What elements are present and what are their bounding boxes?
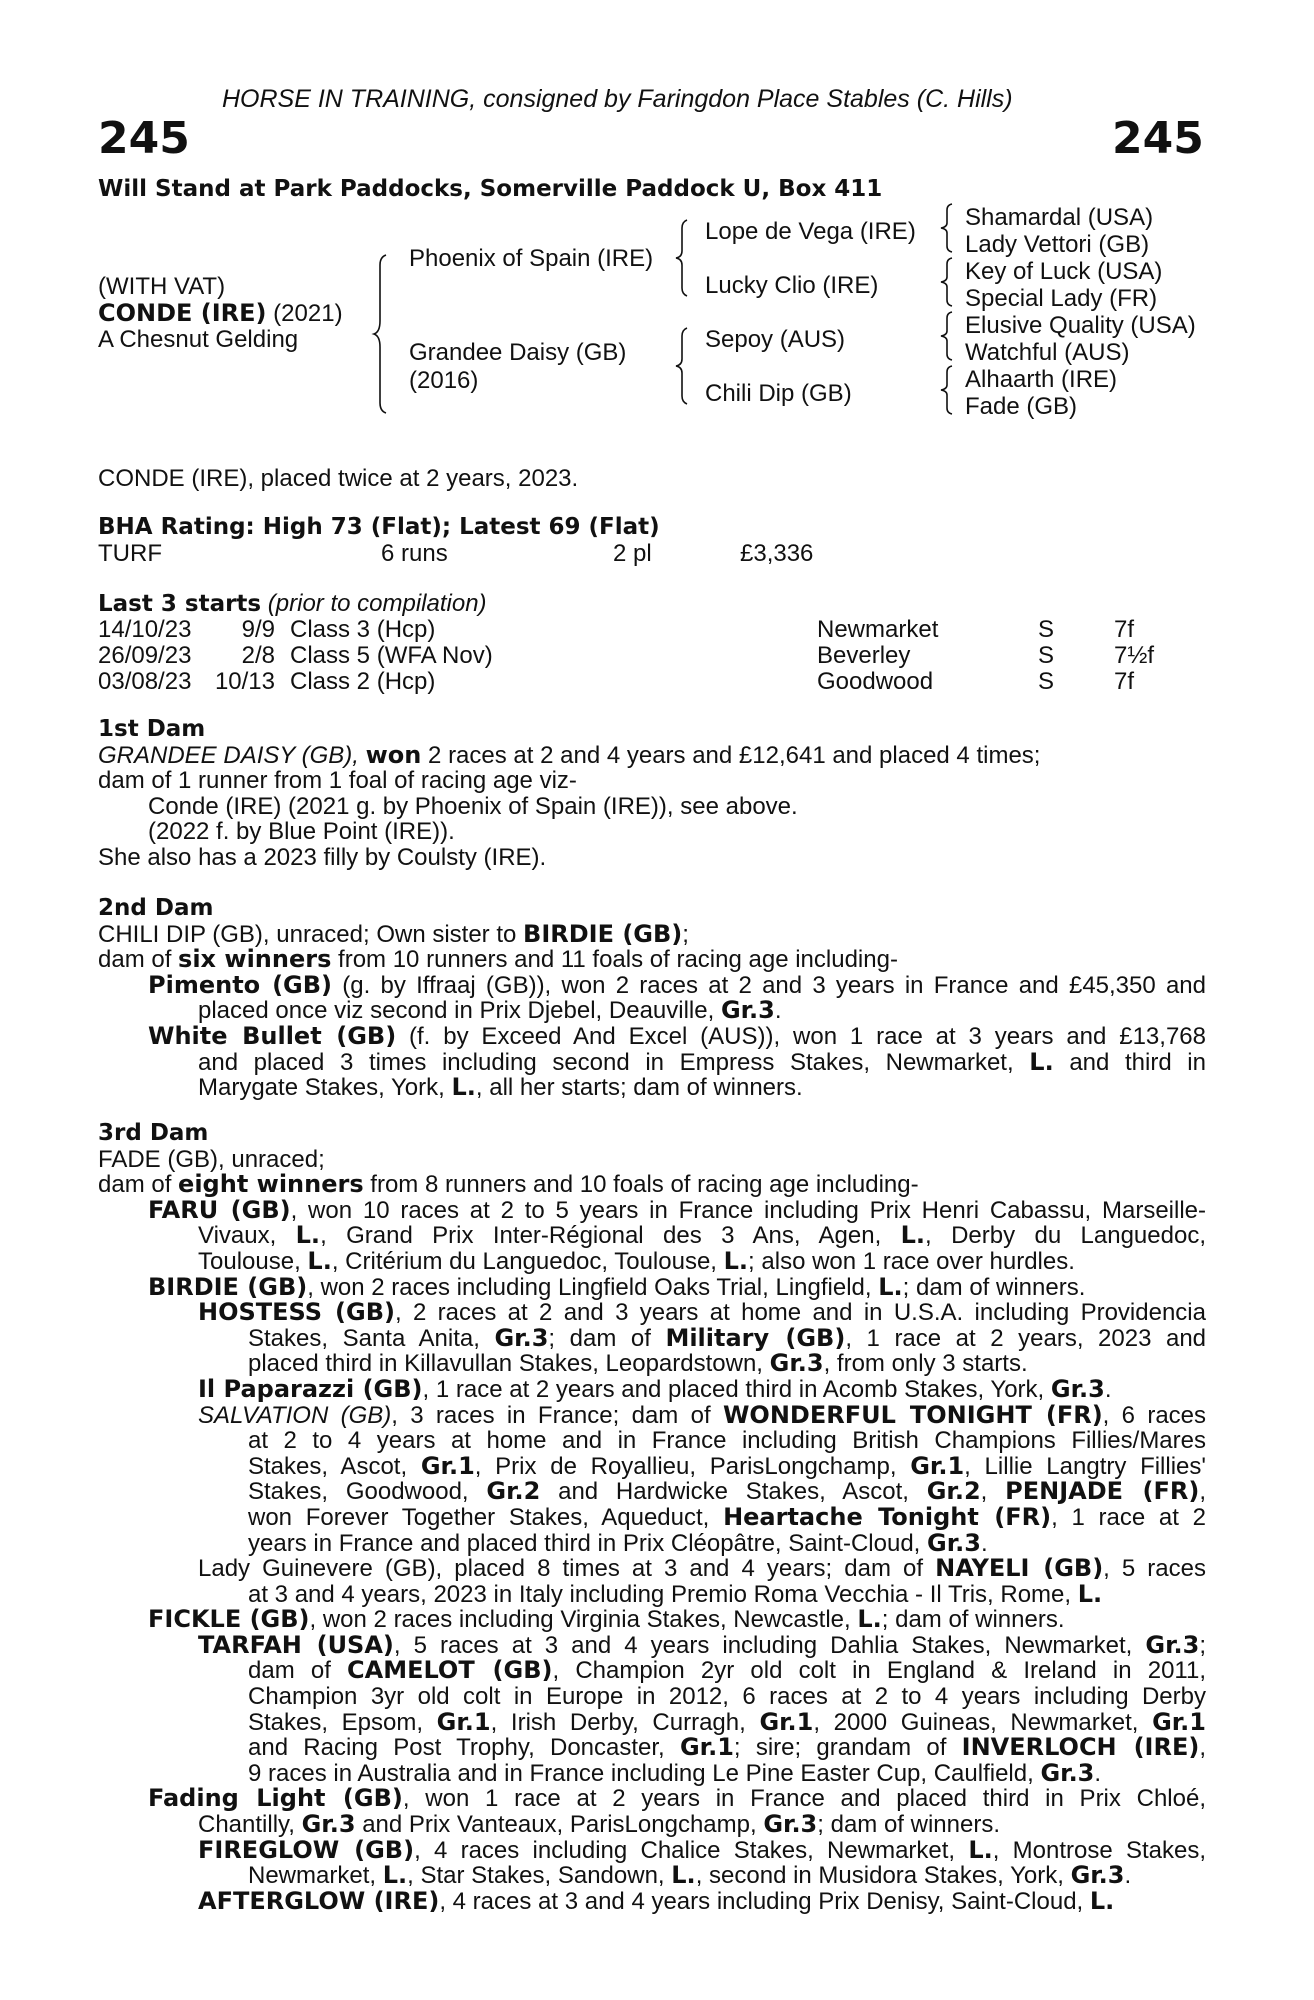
progeny-name: Fading Light (GB) bbox=[148, 1784, 403, 1813]
grade: Gr.3 bbox=[301, 1810, 356, 1839]
fireglow-line-2 bbox=[98, 1863, 1206, 1889]
faru-line-2 bbox=[98, 1223, 1206, 1249]
text: , Prix de Royallieu, ParisLongchamp, bbox=[474, 1452, 911, 1480]
catalogue-subtitle: HORSE IN TRAINING, consigned by Faringdon Place Stables (C. Hills) bbox=[222, 85, 1013, 113]
text: , 5 races bbox=[1103, 1555, 1206, 1583]
dam-name: Grandee Daisy (GB) bbox=[409, 339, 627, 366]
text: Stakes, Santa Anita, bbox=[248, 1324, 495, 1352]
text: (f. by Exceed And Excel (AUS)), won 1 race at 3 years and £13,768 bbox=[396, 1022, 1206, 1050]
second-dam-line-2 bbox=[98, 947, 1206, 973]
tarfah-line-6 bbox=[98, 1758, 1206, 1787]
listed: L. bbox=[307, 1246, 332, 1275]
dam-dam-sire: Alhaarth (IRE) bbox=[965, 366, 1118, 393]
text: , Montrose Stakes, bbox=[992, 1836, 1207, 1864]
salvation-line-4 bbox=[98, 1479, 1206, 1505]
hostess-line-1 bbox=[98, 1300, 1206, 1326]
grade: Gr.3 bbox=[927, 1528, 981, 1557]
fading-light-line-1 bbox=[98, 1786, 1206, 1812]
text: ; bbox=[682, 920, 689, 948]
text: , Irish Derby, Curragh, bbox=[490, 1708, 760, 1736]
fading-light-line-2 bbox=[98, 1812, 1206, 1838]
text: placed third in Killavullan Stakes, Leopardstown, bbox=[248, 1350, 770, 1378]
white-bullet-line-1 bbox=[48, 1021, 1206, 1050]
first-dam-line-5: She also has a 2023 filly by Coulsty (IRE). bbox=[98, 843, 547, 871]
start-distance: 7½f bbox=[1114, 642, 1155, 669]
birdie-line-1 bbox=[98, 1272, 1206, 1301]
text: , 4 races at 3 and 4 years including Prix Denisy, Saint-Cloud, bbox=[439, 1887, 1090, 1915]
grade: Gr.3 bbox=[494, 1323, 549, 1352]
start-race: Class 5 (WFA Nov) bbox=[290, 642, 493, 669]
dam-dam: Chili Dip (GB) bbox=[705, 380, 852, 407]
grade: Gr.1 bbox=[759, 1707, 814, 1736]
listed: L. bbox=[671, 1861, 696, 1890]
text: ; bbox=[1199, 1631, 1206, 1659]
grade: Gr.1 bbox=[436, 1707, 491, 1736]
listed: L. bbox=[1029, 1047, 1054, 1076]
listed: L. bbox=[878, 1272, 903, 1301]
text: dam of bbox=[248, 1657, 348, 1685]
stabling-location: Will Stand at Park Paddocks, Somerville Paddock U, Box 411 bbox=[98, 176, 883, 202]
listed: L. bbox=[1089, 1886, 1115, 1915]
text: Marygate Stakes, York, bbox=[198, 1074, 452, 1102]
listed: L. bbox=[451, 1073, 476, 1102]
start-race: Class 2 (Hcp) bbox=[290, 668, 436, 695]
text: , Star Stakes, Sandown, bbox=[407, 1862, 672, 1890]
sire-sire-sire: Shamardal (USA) bbox=[965, 204, 1154, 231]
text: , 4 races including Chalice Stakes, Newmarket, bbox=[414, 1836, 969, 1864]
lot-number-right: 245 bbox=[1112, 113, 1204, 164]
text: ; dam of winners. bbox=[881, 1606, 1065, 1634]
text: Newmarket, bbox=[248, 1862, 383, 1890]
text: , 2000 Guineas, Newmarket, bbox=[813, 1708, 1153, 1736]
sire-name: Phoenix of Spain (IRE) bbox=[409, 245, 654, 272]
progeny-name: Il Paparazzi (GB) bbox=[198, 1374, 423, 1403]
winners-count: six winners bbox=[178, 945, 332, 974]
salvation-line-6 bbox=[98, 1528, 1206, 1557]
horse-description: A Chesnut Gelding bbox=[98, 326, 299, 353]
start-race: Class 3 (Hcp) bbox=[290, 616, 436, 643]
text: and third in bbox=[1053, 1048, 1206, 1076]
text: , second in Musidora Stakes, York, bbox=[695, 1862, 1071, 1890]
text: , Critérium du Languedoc, Toulouse, bbox=[331, 1247, 724, 1275]
text: . bbox=[1104, 1375, 1112, 1403]
pedigree-bracket-3c bbox=[940, 312, 956, 360]
last-starts-note: (prior to compilation) bbox=[261, 590, 487, 617]
text: , bbox=[1199, 1734, 1206, 1762]
listed: L. bbox=[900, 1221, 926, 1250]
rating-surface: TURF bbox=[98, 540, 162, 567]
start-distance: 7f bbox=[1114, 668, 1135, 695]
salvation-line-3 bbox=[98, 1451, 1206, 1480]
lady-guinevere-line-2 bbox=[98, 1579, 1206, 1608]
first-dam-section bbox=[98, 717, 1206, 871]
tarfah-line-3: Champion 3yr old colt in Europe in 2012, 6 races at 2 to 4 years including Derby bbox=[248, 1683, 1206, 1711]
grade: Gr.2 bbox=[486, 1477, 541, 1506]
rating-prize: £3,336 bbox=[740, 540, 814, 567]
vat-note: (WITH VAT) bbox=[98, 273, 226, 300]
horse-name: CONDE (IRE) bbox=[98, 299, 267, 327]
second-dam-heading: 2nd Dam bbox=[98, 895, 214, 921]
lot-number-left: 245 bbox=[98, 113, 190, 164]
text: CHILI DIP (GB), unraced; Own sister to bbox=[98, 920, 524, 948]
text: . bbox=[1094, 1759, 1102, 1787]
dam-sire-dam: Watchful (AUS) bbox=[965, 339, 1130, 366]
horse-year: (2021) bbox=[266, 300, 343, 327]
faru-line-3 bbox=[98, 1246, 1206, 1275]
listed: L. bbox=[382, 1861, 408, 1890]
rating-placed: 2 pl bbox=[613, 540, 652, 567]
pimento-line-1 bbox=[48, 970, 1207, 999]
text: and Prix Vanteaux, ParisLongchamp, bbox=[355, 1811, 764, 1839]
text: . bbox=[774, 997, 782, 1025]
start-going: S bbox=[1038, 616, 1055, 643]
salvation-line-2: at 2 to 4 years at home and in France including British Champions Fillies/Mares bbox=[248, 1427, 1206, 1455]
hostess-line-2 bbox=[98, 1323, 1207, 1352]
text: , bbox=[1199, 1478, 1206, 1506]
white-bullet-line-2 bbox=[98, 1047, 1206, 1076]
grade: Gr.3 bbox=[1040, 1758, 1095, 1787]
fireglow-line-1 bbox=[98, 1835, 1207, 1864]
start-going: S bbox=[1038, 668, 1055, 695]
text: years in France and placed third in Prix Cléopâtre, Saint-Cloud, bbox=[248, 1529, 928, 1557]
last-starts-title: Last 3 starts bbox=[98, 591, 262, 617]
third-dam-heading: 3rd Dam bbox=[98, 1120, 209, 1146]
text: 9 races in Australia and in France including Le Pine Easter Cup, Caulfield, bbox=[248, 1759, 1041, 1787]
start-date: 26/09/23 bbox=[98, 642, 192, 669]
text: , Derby du Languedoc, bbox=[925, 1222, 1206, 1250]
dam-sire-sire: Elusive Quality (USA) bbox=[965, 312, 1196, 339]
text: , all her starts; dam of winners. bbox=[475, 1074, 803, 1102]
first-dam-heading: 1st Dam bbox=[98, 716, 206, 742]
tarfah-line-5 bbox=[98, 1735, 1206, 1761]
text: , bbox=[980, 1478, 988, 1506]
race-summary: CONDE (IRE), placed twice at 2 years, 2023. bbox=[98, 465, 579, 492]
text: ; sire; grandam of bbox=[733, 1734, 962, 1762]
listed: L. bbox=[857, 1605, 882, 1634]
text: won Forever Together Stakes, Aqueduct, bbox=[248, 1503, 724, 1531]
lady-guinevere-line-1 bbox=[98, 1556, 1206, 1582]
second-dam-section bbox=[98, 896, 1206, 1101]
text: , 5 races at 3 and 4 years including Dahlia Stakes, Newmarket, bbox=[393, 1631, 1146, 1659]
text: ; dam of winners. bbox=[902, 1273, 1086, 1301]
text: ; dam of winners. bbox=[817, 1811, 1001, 1839]
grade: Gr.3 bbox=[769, 1349, 824, 1378]
third-dam-section bbox=[98, 1121, 1206, 1914]
progeny-name: FIREGLOW (GB) bbox=[198, 1835, 415, 1864]
text: , 1 race at 2 years, 2023 and bbox=[845, 1324, 1207, 1352]
listed: L. bbox=[968, 1835, 993, 1864]
pedigree-bracket-main bbox=[372, 255, 392, 413]
pimento-line-2 bbox=[98, 998, 1206, 1024]
second-dam-line-1 bbox=[98, 919, 1206, 948]
tarfah-line-1 bbox=[98, 1630, 1206, 1659]
start-date: 14/10/23 bbox=[98, 616, 192, 643]
progeny-name: SALVATION (GB) bbox=[198, 1401, 392, 1429]
progeny-name: TARFAH (USA) bbox=[198, 1630, 394, 1659]
first-dam-line-1 bbox=[98, 740, 1206, 769]
progeny-name: Pimento (GB) bbox=[148, 970, 333, 999]
listed: L. bbox=[295, 1221, 321, 1250]
won-label: won bbox=[365, 740, 422, 769]
start-position: 10/13 bbox=[214, 668, 275, 695]
pedigree-bracket-3a bbox=[940, 204, 956, 252]
text: , 1 race at 2 bbox=[1051, 1503, 1206, 1531]
text: , won 10 races at 2 to 5 years in France including Prix Henri Cabassu, Marseille- bbox=[290, 1196, 1207, 1224]
text: Stakes, Ascot, bbox=[248, 1452, 421, 1480]
white-bullet-line-3 bbox=[98, 1075, 1206, 1101]
text: . bbox=[1124, 1862, 1132, 1890]
first-dam-line-2: dam of 1 runner from 1 foal of racing age viz- bbox=[98, 767, 577, 795]
grade: Gr.1 bbox=[910, 1451, 965, 1480]
dam-name: GRANDEE DAISY (GB), bbox=[98, 741, 359, 769]
winners-count: eight winners bbox=[178, 1170, 364, 1199]
start-course: Goodwood bbox=[817, 668, 934, 695]
start-going: S bbox=[1038, 642, 1055, 669]
progeny-name: BIRDIE (GB) bbox=[148, 1272, 308, 1301]
text: and Hardwicke Stakes, Ascot, bbox=[540, 1478, 927, 1506]
start-course: Beverley bbox=[817, 642, 911, 669]
progeny-name: White Bullet (GB) bbox=[148, 1021, 397, 1050]
sire-sire: Lope de Vega (IRE) bbox=[705, 218, 916, 245]
start-distance: 7f bbox=[1114, 616, 1135, 643]
text: and placed 3 times including second in Empress Stakes, Newmarket, bbox=[198, 1048, 1030, 1076]
salvation-line-1 bbox=[98, 1400, 1207, 1429]
third-dam-intro-1: FADE (GB), unraced; bbox=[98, 1145, 325, 1173]
sister-name: BIRDIE (GB) bbox=[523, 919, 683, 948]
start-course: Newmarket bbox=[817, 616, 939, 643]
text: and Racing Post Trophy, Doncaster, bbox=[248, 1734, 680, 1762]
sire-dam-dam: Special Lady (FR) bbox=[965, 285, 1158, 312]
text: Lady Guinevere (GB), placed 8 times at 3 and 4 years; dam of bbox=[198, 1555, 936, 1583]
text: , won 2 races including Lingfield Oaks Trial, Lingfield, bbox=[307, 1273, 879, 1301]
afterglow-line bbox=[98, 1886, 1206, 1915]
progeny-name: FARU (GB) bbox=[148, 1195, 291, 1224]
text: ; dam of bbox=[548, 1324, 666, 1352]
paparazzi-line bbox=[98, 1374, 1206, 1403]
rating-runs: 6 runs bbox=[381, 540, 448, 567]
progeny-name: FICKLE (GB) bbox=[148, 1605, 310, 1634]
first-dam-line-4: (2022 f. by Blue Point (IRE)). bbox=[148, 818, 455, 846]
text: , from only 3 starts. bbox=[823, 1350, 1028, 1378]
text: dam of bbox=[98, 1171, 179, 1199]
text: placed once viz second in Prix Djebel, Deauville, bbox=[198, 997, 721, 1025]
progeny-name: Military (GB) bbox=[665, 1323, 846, 1352]
dam-record: 2 races at 2 and 4 years and £12,641 and placed 4 times; bbox=[428, 741, 1041, 769]
progeny-name: NAYELI (GB) bbox=[935, 1554, 1104, 1583]
listed: L. bbox=[723, 1246, 749, 1275]
text: Vivaux, bbox=[198, 1222, 296, 1250]
text: from 8 runners and 10 foals of racing age including- bbox=[363, 1171, 919, 1199]
grade: Gr.2 bbox=[926, 1477, 981, 1506]
text: , Champion 2yr old colt in England & Ireland in 2011, bbox=[552, 1657, 1207, 1685]
text: Toulouse, bbox=[198, 1247, 308, 1275]
grade: Gr.3 bbox=[720, 996, 775, 1025]
grade: Gr.1 bbox=[420, 1451, 475, 1480]
progeny-name: Heartache Tonight (FR) bbox=[723, 1502, 1052, 1531]
progeny-name: PENJADE (FR) bbox=[1005, 1477, 1200, 1506]
text: , Lillie Langtry Fillies' bbox=[964, 1452, 1206, 1480]
text: , won 2 races including Virginia Stakes, Newcastle, bbox=[309, 1606, 858, 1634]
text: , 1 race at 2 years and placed third in Acomb Stakes, York, bbox=[422, 1375, 1051, 1403]
text: , Grand Prix Inter-Régional des 3 Ans, Agen, bbox=[320, 1222, 901, 1250]
progeny-name: CAMELOT (GB) bbox=[347, 1656, 553, 1685]
faru-line-1 bbox=[98, 1195, 1207, 1224]
text: . bbox=[980, 1529, 988, 1557]
listed: L. bbox=[1077, 1579, 1103, 1608]
text: Stakes, Goodwood, bbox=[248, 1478, 487, 1506]
progeny-name: HOSTESS (GB) bbox=[198, 1298, 395, 1327]
tarfah-line-2 bbox=[98, 1658, 1206, 1684]
progeny-name: AFTERGLOW (IRE) bbox=[198, 1886, 440, 1915]
pedigree-bracket-sire bbox=[675, 220, 693, 296]
first-dam-line-3: Conde (IRE) (2021 g. by Phoenix of Spain (IRE)), see above. bbox=[148, 792, 798, 820]
text: at 3 and 4 years, 2023 in Italy including Premio Roma Vecchia - Il Tris, Rome, bbox=[248, 1580, 1078, 1608]
grade: Gr.1 bbox=[679, 1733, 734, 1762]
tarfah-line-4 bbox=[98, 1707, 1206, 1736]
text: dam of bbox=[98, 946, 179, 974]
text: ; also won 1 race over hurdles. bbox=[748, 1247, 1075, 1275]
horse-heading bbox=[98, 301, 343, 326]
last-starts-heading bbox=[98, 592, 487, 616]
pedigree-bracket-3b bbox=[940, 258, 956, 306]
pedigree-bracket-3d bbox=[940, 366, 956, 414]
progeny-name: INVERLOCH (IRE) bbox=[961, 1733, 1200, 1762]
dam-sire: Sepoy (AUS) bbox=[705, 326, 846, 353]
dam-dam-dam: Fade (GB) bbox=[965, 393, 1078, 420]
text: , 2 races at 2 and 3 years at home and in U.S.A. including Providencia bbox=[394, 1299, 1206, 1327]
grade: Gr.3 bbox=[1070, 1861, 1125, 1890]
text: (g. by Iffraaj (GB)), won 2 races at 2 and 3 years in France and £45,350 and bbox=[332, 971, 1207, 999]
sire-sire-dam: Lady Vettori (GB) bbox=[965, 231, 1150, 258]
start-position: 2/8 bbox=[241, 642, 275, 669]
text: , 3 races in France; dam of bbox=[391, 1401, 723, 1429]
progeny-name: WONDERFUL TONIGHT (FR) bbox=[722, 1400, 1103, 1429]
text: Stakes, Epsom, bbox=[248, 1708, 437, 1736]
start-date: 03/08/23 bbox=[98, 668, 192, 695]
salvation-line-5 bbox=[98, 1502, 1206, 1531]
grade: Gr.3 bbox=[763, 1810, 818, 1839]
text: Chantilly, bbox=[198, 1811, 302, 1839]
sire-dam-sire: Key of Luck (USA) bbox=[965, 258, 1163, 285]
grade: Gr.3 bbox=[1050, 1374, 1105, 1403]
grade: Gr.1 bbox=[1152, 1707, 1206, 1736]
sire-dam: Lucky Clio (IRE) bbox=[705, 272, 879, 299]
text: , 6 races bbox=[1102, 1401, 1207, 1429]
grade: Gr.3 bbox=[1145, 1630, 1200, 1659]
bha-rating-heading: BHA Rating: High 73 (Flat); Latest 69 (Flat) bbox=[98, 514, 660, 540]
text: from 10 runners and 11 foals of racing age including- bbox=[331, 946, 898, 974]
start-position: 9/9 bbox=[241, 616, 275, 643]
text: , won 1 race at 2 years in France and placed third in Prix Chloé, bbox=[402, 1785, 1206, 1813]
hostess-line-3 bbox=[98, 1351, 1206, 1377]
pedigree-bracket-dam bbox=[675, 328, 693, 404]
third-dam-intro-2 bbox=[98, 1172, 1206, 1198]
fickle-line-1 bbox=[98, 1607, 1206, 1633]
dam-year: (2016) bbox=[409, 367, 479, 394]
